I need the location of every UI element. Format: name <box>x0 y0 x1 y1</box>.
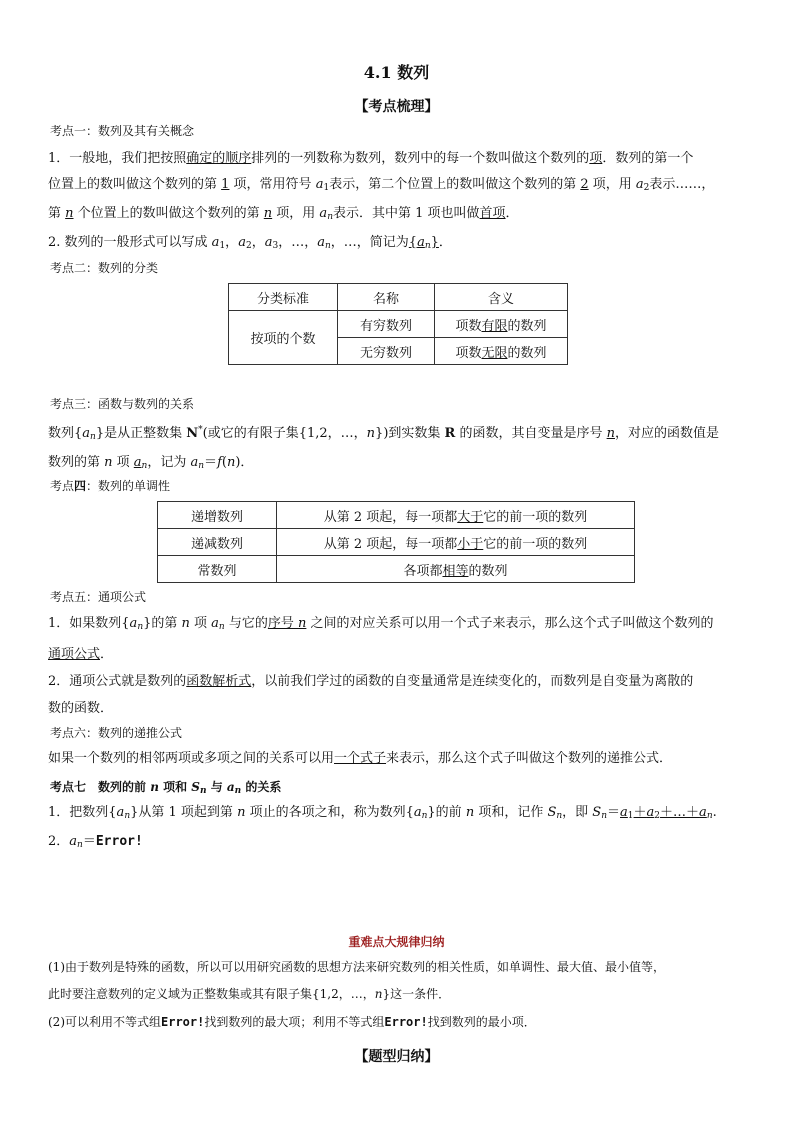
table-header-cell: 含义 <box>435 284 568 311</box>
table-cell: 递减数列 <box>158 529 277 556</box>
kd3-line1: 数列$\{a_n\}$是从正整数集 N*(或它的有限子集{1,2，…，n})到实数集 R 的函数，其自变量是序号 n，对应的函数值是 <box>48 425 719 442</box>
table-cell: 各项都相等的数列 <box>277 556 635 583</box>
table-header-cell: 分类标准 <box>229 284 338 311</box>
table-row <box>158 502 635 529</box>
summary-heading: 重难点大规律归纳 <box>348 935 445 949</box>
kd1-line3: 第 n 个位置上的数叫做这个数列的第 n 项，用 $a_n$表示．其中第 1 项也叫做首项． <box>48 206 519 222</box>
summary-line2: 此时要注意数列的定义域为正整数集或其有限子集{1,2，…，n}这一条件． <box>48 987 451 1001</box>
table-cell: 无穷数列 <box>338 338 435 365</box>
classification-table <box>228 283 568 365</box>
table-row <box>229 311 568 338</box>
kd1-line1: 1．一般地，我们把按照确定的顺序排列的一列数称为数列，数列中的每一个数叫做这个数列的项．数列的第一个 <box>48 151 694 166</box>
table-row <box>158 529 635 556</box>
kd5-line3: 2．通项公式就是数列的函数解析式，以前我们学过的函数的自变量通常是连续变化的，而数列是自变量为离散的 <box>48 674 694 689</box>
kd1-label: 考点一：数列及其有关概念 <box>50 124 195 138</box>
kd4-label: 考点四：数列的单调性 <box>50 479 171 493</box>
table-cell: 项数有限的数列 <box>435 311 568 338</box>
kd5-line2: 通项公式． <box>48 647 114 662</box>
monotonicity-table <box>157 501 635 583</box>
table-cell: 有穷数列 <box>338 311 435 338</box>
kd7-label: 考点七 数列的前 n 项和 $S_n$ 与 $a_n$ 的关系 <box>50 780 282 796</box>
kd6-line1: 如果一个数列的相邻两项或多项之间的关系可以用一个式子来表示，那么这个式子叫做这个数列的递推公式． <box>48 751 673 766</box>
page-title: 4.1 数列 <box>363 63 430 82</box>
kd1-line4: 2. 数列的一般形式可以写成 $a_1$，$a_2$，$a_3$，…，$a_n$，…，简记为$\{a_n\}$． <box>48 235 452 251</box>
kd7-paragraph <box>48 800 748 858</box>
kd3-paragraph <box>48 417 748 479</box>
kd1-paragraph <box>48 146 748 259</box>
kd7-line1: 1．把数列$\{a_n\}$从第 1 项起到第 n 项止的各项之和，称为数列$\{a_n\}$的前 n 项和，记作 $S_n$，即 $S_n=a_1+a_2+\dots+a_n$. <box>48 805 717 821</box>
kd6-label: 考点六：数列的递推公式 <box>50 726 183 740</box>
kd6-paragraph <box>48 746 748 772</box>
kd5-line1: 1．如果数列$\{a_n\}$的第 n 项 $a_n$ 与它的序号 n 之间的对应关系可以用一个式子来表示，那么这个式子叫做这个数列的 <box>48 616 714 632</box>
table-header-cell: 名称 <box>338 284 435 311</box>
table-row <box>158 556 635 583</box>
summary-line3: (2)可以利用不等式组Error!找到数列的最大项；利用不等式组Error!找到数列的最小项． <box>48 1015 536 1029</box>
section-heading-points: 【考点梳理】 <box>354 99 439 115</box>
summary-paragraph <box>48 954 753 1036</box>
kd3-label: 考点三：函数与数列的关系 <box>50 397 195 411</box>
kd5-paragraph <box>48 610 748 722</box>
kd5-label: 考点五：通项公式 <box>50 590 147 604</box>
table-cell: 项数无限的数列 <box>435 338 568 365</box>
table-rowspan-cell: 按项的个数 <box>229 311 338 365</box>
summary-line1: (1)由于数列是特殊的函数，所以可以用研究函数的思想方法来研究数列的相关性质，如单调性、最大值、最小值等， <box>48 960 666 974</box>
table-cell: 常数列 <box>158 556 277 583</box>
kd1-line2: 位置上的数叫做这个数列的第 1 项，常用符号 $a_1$表示，第二个位置上的数叫做这个数列的第 2 项，用 $a_2$表示……， <box>48 177 715 193</box>
table-cell: 递增数列 <box>158 502 277 529</box>
kd2-label: 考点二：数列的分类 <box>50 261 159 275</box>
table-cell: 从第 2 项起，每一项都小于它的前一项的数列 <box>277 529 635 556</box>
table-header-row <box>229 284 568 311</box>
section-heading-types: 【题型归纳】 <box>354 1049 439 1065</box>
kd7-line2: 2．$a_n=Error$! <box>48 834 143 850</box>
table-cell: 从第 2 项起，每一项都大于它的前一项的数列 <box>277 502 635 529</box>
kd5-line4: 数的函数． <box>48 701 114 716</box>
kd3-line2: 数列的第 n 项 $a_n$，记为 $a_n=f(n)$． <box>48 455 254 471</box>
